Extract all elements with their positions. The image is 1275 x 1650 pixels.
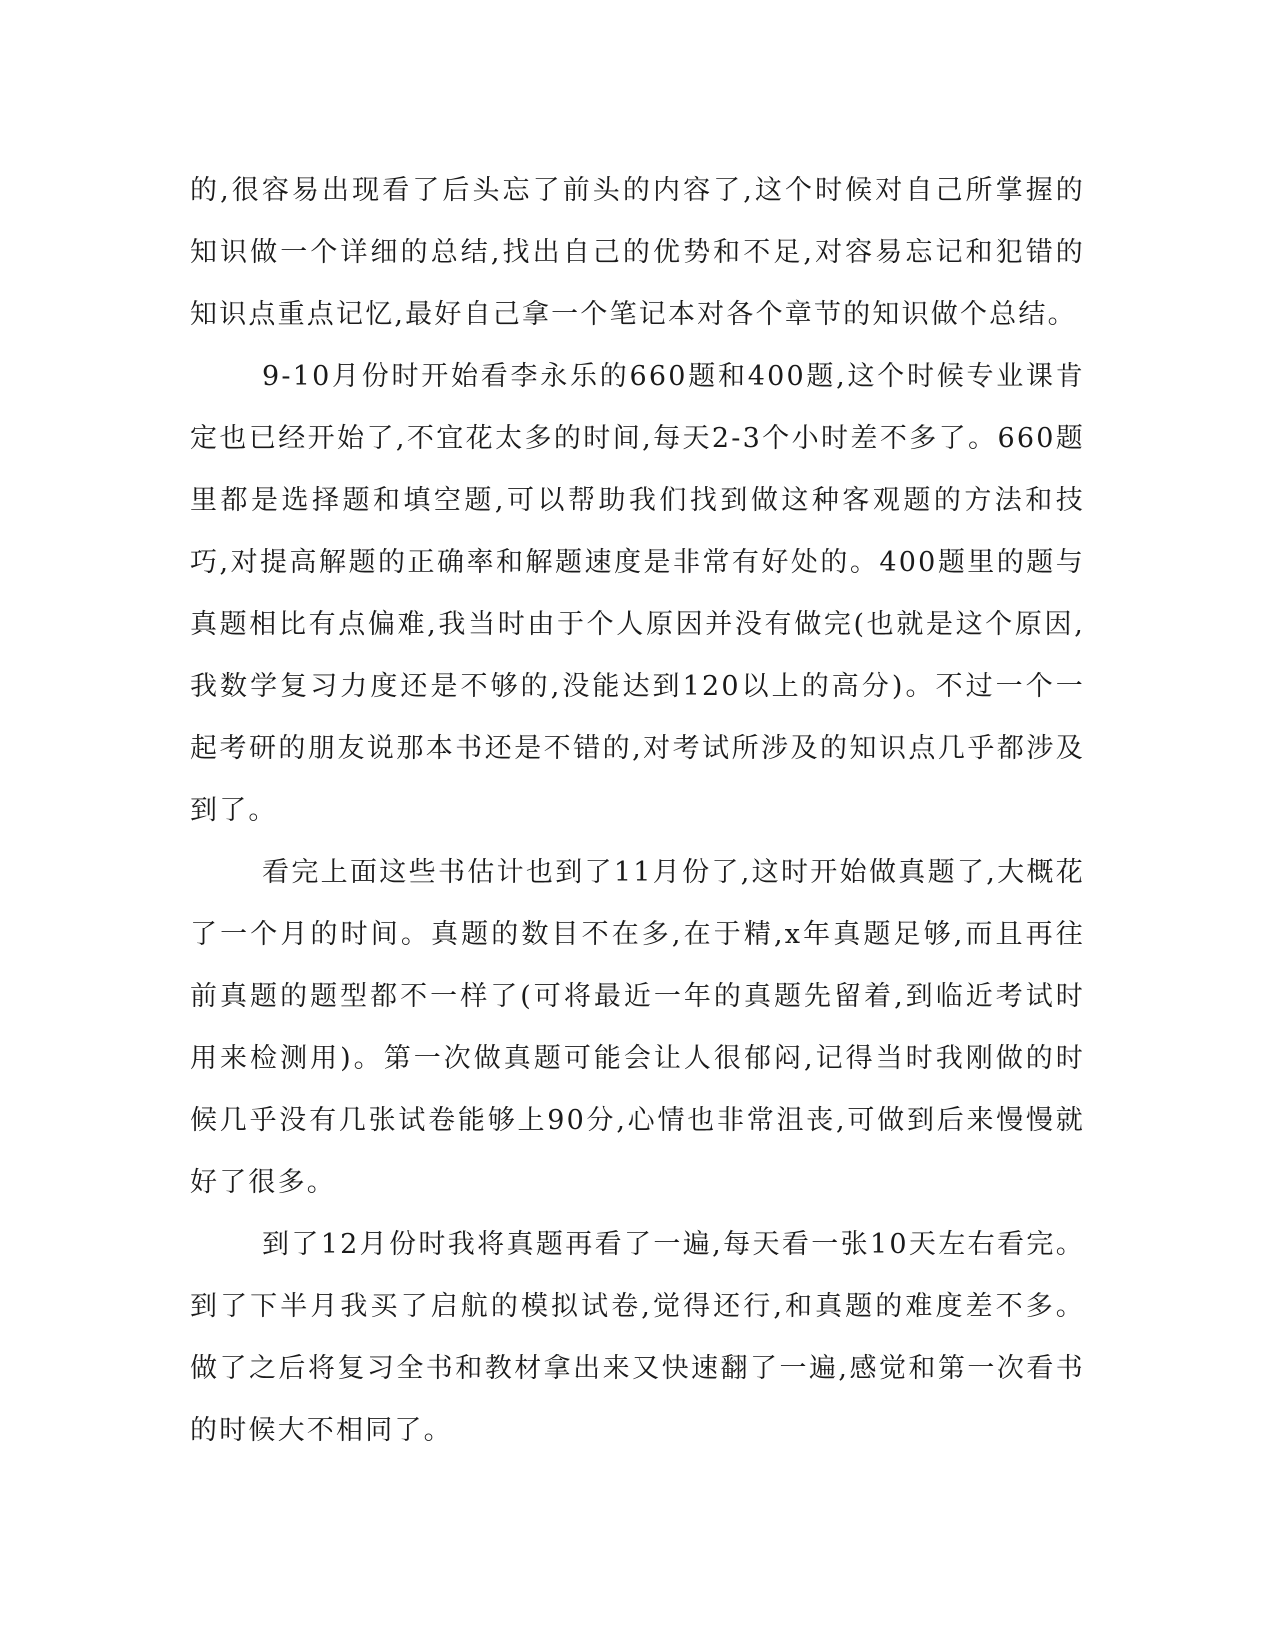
document-body [190, 160, 1085, 1462]
paragraph-3: 看完上面这些书估计也到了11月份了,这时开始做真题了,大概花了一个月的时间。真题的数目不在多,在于精,x年真题足够,而且再往前真题的题型都不一样了(可将最近一年的真题先留着,到临近考试时用来检测用)。第一次做真题可能会让人很郁闷,记得当时我刚做的时候几乎没有几张试卷能够上90分,心情也非常沮丧,可做到后来慢慢就好了很多。 [190, 857, 1085, 1198]
paragraph-2: 9-10月份时开始看李永乐的660题和400题,这个时候专业课肯定也已经开始了,不宜花太多的时间,每天2-3个小时差不多了。660题里都是选择题和填空题,可以帮助我们找到做这种客观题的方法和技巧,对提高解题的正确率和解题速度是非常有好处的。400题里的题与真题相比有点偏难,我当时由于个人原因并没有做完(也就是这个原因,我数学复习力度还是不够的,没能达到120以上的高分)。不过一个一起考研的朋友说那本书还是不错的,对考试所涉及的知识点几乎都涉及到了。 [190, 361, 1085, 826]
paragraph-1: 的,很容易出现看了后头忘了前头的内容了,这个时候对自己所掌握的知识做一个详细的总结,找出自己的优势和不足,对容易忘记和犯错的知识点重点记忆,最好自己拿一个笔记本对各个章节的知识做个总结。 [190, 175, 1085, 330]
paragraph-4: 到了12月份时我将真题再看了一遍,每天看一张10天左右看完。到了下半月我买了启航的模拟试卷,觉得还行,和真题的难度差不多。做了之后将复习全书和教材拿出来又快速翻了一遍,感觉和第一次看书的时候大不相同了。 [190, 1229, 1085, 1446]
